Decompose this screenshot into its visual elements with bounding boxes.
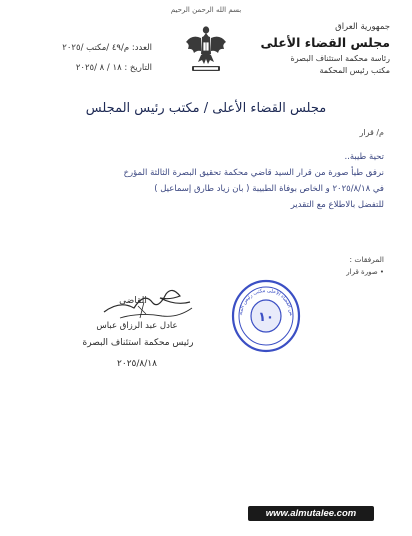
- website-watermark: www.almutalee.com: [248, 506, 374, 521]
- court-name: رئاسة محكمة استئناف البصرة: [290, 54, 390, 63]
- document-number: العدد: م/٤٩ /مكتب /٢٠٢٥: [62, 43, 152, 53]
- seal-text: س القضاء الأعلى مكتب رئيس المح: [237, 287, 295, 317]
- eagle-emblem-icon: [184, 22, 228, 76]
- attachments-title: المرفقات :: [349, 255, 384, 264]
- signature-date: ٢٠٢٥/٨/١٨: [117, 359, 157, 369]
- letterhead-left: [34, 43, 152, 83]
- body-line-3: للتفضل بالاطلاع مع التقدير: [290, 200, 384, 210]
- letterhead-right: [250, 22, 390, 75]
- document-date: التاريخ : ١٨ / ٨ /٢٠٢٥: [75, 63, 152, 73]
- official-seal-icon: [230, 278, 302, 354]
- greeting: تحية طيبة..: [344, 152, 384, 162]
- subject-reference: م/ قرار: [359, 128, 384, 137]
- signatory-name: عادل عبد الرزاق عباس: [96, 321, 178, 331]
- country-name: جمهورية العراق: [335, 22, 390, 32]
- signatory-role: القاضي: [119, 296, 147, 306]
- attachment-item-label: صورة قرار: [346, 268, 378, 276]
- attachment-item: • صورة قرار: [346, 268, 384, 276]
- office-name: مكتب رئيس المحكمة: [319, 66, 390, 75]
- body-line-2: في ٢٠٢٥/٨/١٨ و الخاص بوفاة الطبيبة ( بان زياد طارق إسماعيل ): [154, 184, 384, 194]
- council-name: مجلس القضاء الأعلى: [260, 35, 390, 50]
- signatory-title: رئيس محكمة استئناف البصرة: [82, 338, 194, 348]
- body-line-1: نرفق طيأ صورة من قرار السيد قاضي محكمة تحقيق البصرة الثالثة المؤرخ: [123, 168, 384, 178]
- basmala: بسم الله الرحمن الرحيم: [170, 6, 242, 14]
- recipient-title: مجلس القضاء الأعلى / مكتب رئيس المجلس: [85, 101, 327, 116]
- svg-text:۱۰: ۱۰: [258, 310, 274, 325]
